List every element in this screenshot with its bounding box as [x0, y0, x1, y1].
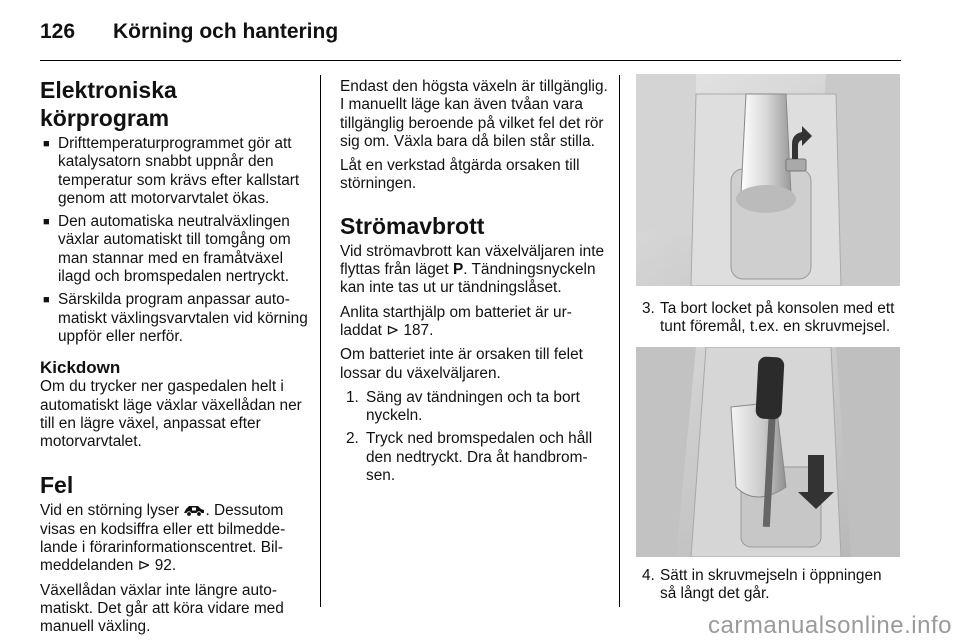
- middle-column: [340, 78, 608, 490]
- page-header: [40, 20, 338, 44]
- page-number: 126: [40, 20, 76, 43]
- battery-paragraph: Om batteriet inte är orsaken till felet lossar du växelväljaren.: [340, 346, 583, 382]
- column-divider-left: [320, 75, 321, 607]
- column-divider-right: [619, 75, 620, 607]
- program-bullet-list: [40, 135, 308, 346]
- list-item: ■ Särskilda program anpassar automatiskt växlingsvarvtalen vid körning uppför eller nerför.: [40, 291, 308, 346]
- list-item: 2. Tryck ned bromspedalen och håll den nedtryckt. Dra åt handbromsen.: [346, 430, 593, 485]
- gear-lever-cover-illustration: [636, 74, 900, 286]
- subheading-kickdown: Kickdown: [40, 358, 121, 378]
- workshop-paragraph: Låt en verkstad åtgärda orsaken till störningen.: [340, 157, 580, 193]
- step-3-caption: 3. Ta bort locket på konsolen med ett tunt föremål, t.ex. en skruvmejsel.: [642, 300, 895, 336]
- power-failure-paragraph: Vid strömavbrott kan växelväljaren inte flyttas från läget P. Tändningsnyckeln kan inte tas ut ur tändningslåset.: [340, 242, 605, 297]
- gear-availability-paragraph: Endast den högsta växeln är tillgänglig. I manuellt läge kan även tvåan vara tillgänglig beroende på vilket fel det rör sig om. Växla bara då bilen står stilla.: [340, 78, 608, 150]
- section-heading-electronic-programs: Elektroniska körprogram: [40, 77, 177, 131]
- list-item: ■ Drifttemperaturprogrammet gör att katalysatorn snabbt uppnår den temperatur som krävs efter kallstart genom att motorvarvtalet ökas.: [40, 135, 308, 208]
- list-item: ■ Den automatiska neutralväxlingen växlar automatiskt till tomgång om man stannar med en framåtväxel ilagd och bromspedalen nertryckt.: [40, 213, 308, 286]
- release-steps-list: [340, 389, 608, 485]
- left-column: [40, 76, 308, 643]
- section-heading-fel: Fel: [40, 472, 74, 499]
- screwdriver-illustration: [636, 347, 900, 557]
- ref-arrow-icon: ⊳: [386, 321, 400, 339]
- page-ref-link[interactable]: 92.: [154, 557, 177, 575]
- fault-paragraph: Vid en störning lyser . Dessutom visas en kodsiffra eller ett bilmeddelande i förarinformationscentret. Bilmeddelanden ⊳ 92.: [40, 502, 286, 575]
- watermark: carmanualsonline.info: [708, 612, 952, 639]
- right-column: [636, 76, 902, 613]
- car-gear-warning-icon: [183, 504, 205, 517]
- section-heading-power-failure: Strömavbrott: [340, 212, 485, 239]
- jump-start-paragraph: Anlita starthjälp om batteriet är urladdat ⊳ 187.: [340, 303, 572, 339]
- step-4-caption: 4. Sätt in skruvmejseln i öppningen så långt det går.: [642, 566, 882, 602]
- ref-arrow-icon: ⊳: [137, 557, 151, 575]
- section-title: Körning och hantering: [113, 20, 339, 43]
- park-position-label: P: [452, 261, 464, 279]
- header-rule: [40, 60, 901, 61]
- kickdown-paragraph: Om du trycker ner gaspedalen helt i automatiskt läge växlar växellådan ner till en lägre växel, anpassat efter motorvarvtalet.: [40, 378, 302, 451]
- fault-manual-paragraph: Växellådan växlar inte längre automatiskt. Det går att köra vidare med manuell växling.: [40, 581, 284, 636]
- list-item: 1. Säng av tändningen och ta bort nyckeln.: [346, 388, 580, 425]
- page-ref-link[interactable]: 187.: [403, 321, 434, 339]
